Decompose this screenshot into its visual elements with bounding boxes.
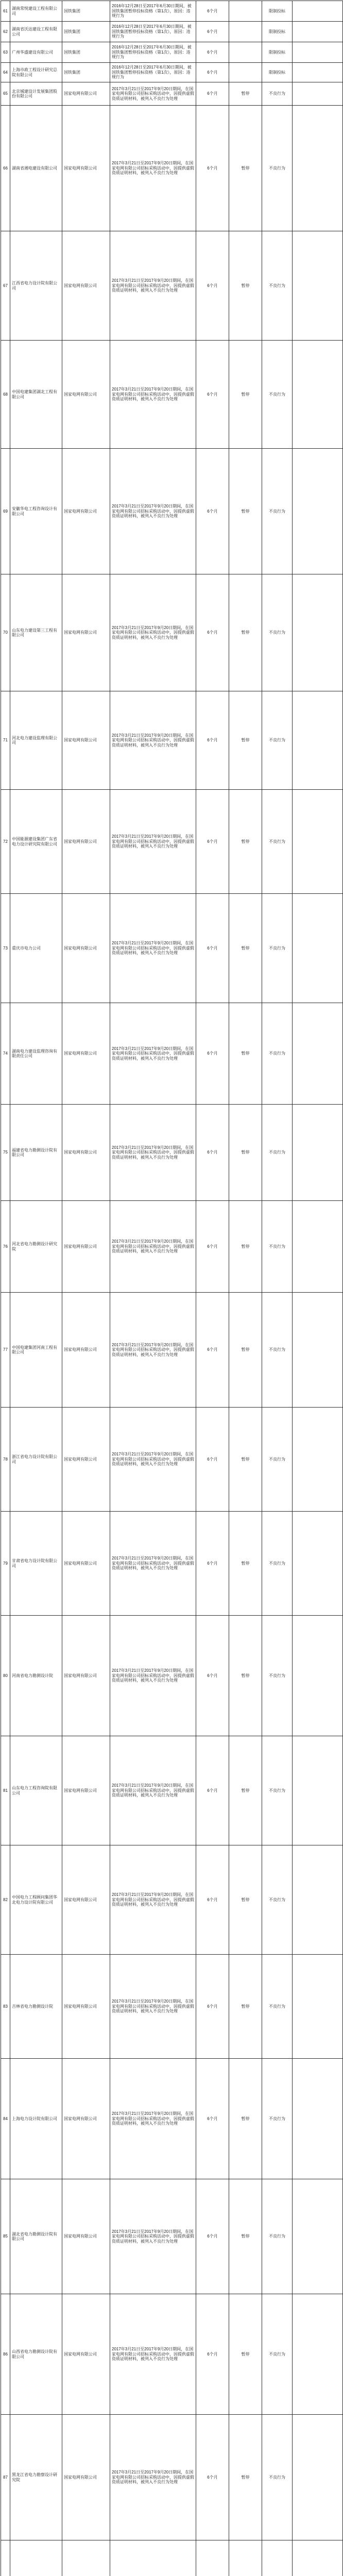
description-cell: 2016年12月28日至2017年6月30日期间，被国铁集团暂停投标资格（第1次），原因：违规行为 bbox=[110, 42, 196, 63]
note-cell bbox=[293, 2059, 343, 2179]
row-number-cell: 70 bbox=[1, 574, 10, 691]
category-cell: 国家电网有限公司 bbox=[62, 691, 110, 790]
company-name-cell: 中国电建集团湖北工程有限公司 bbox=[10, 341, 62, 449]
table-row bbox=[1, 2294, 343, 2415]
period-cell: 6个月 bbox=[196, 1201, 229, 1293]
period-cell: 6个月 bbox=[196, 2179, 229, 2294]
company-name-cell: 福建省电力勘测设计院有限公司 bbox=[10, 1105, 62, 1201]
table-row bbox=[1, 106, 343, 231]
note-cell bbox=[293, 2179, 343, 2294]
company-name-cell: 上海电力设计院有限公司 bbox=[10, 2059, 62, 2179]
period-cell: 6个月 bbox=[196, 42, 229, 63]
period-cell: 6个月 bbox=[196, 82, 229, 106]
description-cell: 2017年3月21日至2017年9月20日期间，在国家电网有限公司招标采购活动中，因提供虚假资质证明材料，被列入不良行为处理 bbox=[110, 2059, 196, 2179]
table-row bbox=[1, 1736, 343, 1845]
category-cell: 国铁集团 bbox=[62, 42, 110, 63]
table-row bbox=[1, 691, 343, 790]
type-cell: 暂停 bbox=[229, 1512, 262, 1616]
description-cell: 2017年3月21日至2017年9月20日期间，在国家电网有限公司招标采购活动中，因提供虚假资质证明材料，被列入不良行为处理 bbox=[110, 1408, 196, 1512]
row-number-cell: 80 bbox=[1, 1616, 10, 1736]
company-name-cell: 河南省电力勘测设计院 bbox=[10, 1616, 62, 1736]
type-cell: 暂停 bbox=[229, 1105, 262, 1201]
table-row bbox=[1, 2415, 343, 2540]
category-cell: 国家电网有限公司 bbox=[62, 790, 110, 894]
status-cell: 不良行为 bbox=[262, 1512, 293, 1616]
type-cell: 暂停 bbox=[229, 449, 262, 574]
period-cell: 6个月 bbox=[196, 2294, 229, 2415]
category-cell: 国铁集团 bbox=[62, 1, 110, 22]
company-name-cell: 江西省电力设计院有限公司 bbox=[10, 231, 62, 341]
table-row bbox=[1, 1105, 343, 1201]
row-number-cell: 81 bbox=[1, 1736, 10, 1845]
category-cell: 国家电网有限公司 bbox=[62, 449, 110, 574]
status-cell: 不良行为 bbox=[262, 691, 293, 790]
note-cell bbox=[293, 42, 343, 63]
status-cell: 不良行为 bbox=[262, 1736, 293, 1845]
period-cell: 6个月 bbox=[196, 1736, 229, 1845]
status-cell: 不良行为 bbox=[262, 1293, 293, 1408]
note-cell bbox=[293, 449, 343, 574]
document-table-sheet bbox=[1, 1, 342, 2576]
type-cell: 暂停 bbox=[229, 2059, 262, 2179]
type-cell: 暂停 bbox=[229, 2415, 262, 2540]
company-name-cell: 中国能源建设集团广东省电力设计研究院有限公司 bbox=[10, 790, 62, 894]
type-cell bbox=[229, 1, 262, 22]
table-row bbox=[1, 1293, 343, 1408]
description-cell: 2017年3月21日至2017年9月20日期间，在国家电网有限公司招标采购活动中，因提供虚假资质证明材料，被列入不良行为处理 bbox=[110, 449, 196, 574]
table-row bbox=[1, 42, 343, 63]
type-cell: 暂停 bbox=[229, 231, 262, 341]
description-cell: 2017年3月21日至2017年9月20日期间，在国家电网有限公司招标采购活动中，因提供虚假资质证明材料，被列入不良行为处理 bbox=[110, 1105, 196, 1201]
row-number-cell: 72 bbox=[1, 790, 10, 894]
status-cell: 不良行为 bbox=[262, 2294, 293, 2415]
description-cell: 2017年3月21日至2017年9月20日期间，在国家电网有限公司招标采购活动中，因提供虚假资质证明材料，被列入不良行为处理 bbox=[110, 1003, 196, 1105]
description-cell: 2017年3月21日至2017年9月20日期间，在国家电网有限公司招标采购活动中，因提供虚假资质证明材料，被列入不良行为处理 bbox=[110, 1616, 196, 1736]
note-cell bbox=[293, 82, 343, 106]
row-number-cell: 66 bbox=[1, 106, 10, 231]
type-cell: 暂停 bbox=[229, 1003, 262, 1105]
description-cell: 2017年3月21日至2017年9月20日期间，在国家电网有限公司招标采购活动中，因提供虚假资质证明材料，被列入不良行为处理 bbox=[110, 691, 196, 790]
category-cell: 国家电网有限公司 bbox=[62, 1105, 110, 1201]
status-cell: 不良行为 bbox=[262, 106, 293, 231]
category-cell: 国家电网有限公司 bbox=[62, 894, 110, 1003]
company-name-cell: 吉林省电力勘测设计院 bbox=[10, 1955, 62, 2059]
row-number-cell bbox=[1, 2540, 10, 2576]
row-number-cell: 84 bbox=[1, 2059, 10, 2179]
category-cell: 国家电网有限公司 bbox=[62, 1955, 110, 2059]
description-cell: 2017年3月21日至2017年9月20日期间，在国家电网有限公司招标采购活动中，因提供虚假资质证明材料，被列入不良行为处理 bbox=[110, 106, 196, 231]
note-cell bbox=[293, 2415, 343, 2540]
row-number-cell: 73 bbox=[1, 894, 10, 1003]
note-cell bbox=[293, 63, 343, 82]
table-row bbox=[1, 1003, 343, 1105]
type-cell: 暂停 bbox=[229, 894, 262, 1003]
company-name-cell: 湖南省湘电建设有限公司 bbox=[10, 106, 62, 231]
category-cell: 国家电网有限公司 bbox=[62, 2059, 110, 2179]
company-name-cell: 河北省电力勘测设计研究院 bbox=[10, 1201, 62, 1293]
period-cell: 6个月 bbox=[196, 231, 229, 341]
note-cell bbox=[293, 1293, 343, 1408]
category-cell: 国家电网有限公司 bbox=[62, 82, 110, 106]
period-cell: 6个月 bbox=[196, 1, 229, 22]
description-cell: 2017年3月21日至2017年9月20日期间，在国家电网有限公司招标采购活动中，因提供虚假资质证明材料，被列入不良行为处理 bbox=[110, 82, 196, 106]
category-cell: 国家电网有限公司 bbox=[62, 1003, 110, 1105]
description-cell: 2017年3月21日至2017年9月20日期间，在国家电网有限公司招标采购活动中，因提供虚假资质证明材料，被列入不良行为处理 bbox=[110, 1201, 196, 1293]
type-cell: 暂停 bbox=[229, 1955, 262, 2059]
company-name-cell: 中国电建集团河南工程有限公司 bbox=[10, 1293, 62, 1408]
category-cell: 国家电网有限公司 bbox=[62, 1616, 110, 1736]
period-cell: 6个月 bbox=[196, 1955, 229, 2059]
period-cell: 6个月 bbox=[196, 106, 229, 231]
period-cell: 6个月 bbox=[196, 1512, 229, 1616]
table-row bbox=[1, 1512, 343, 1616]
category-cell: 国铁集团 bbox=[62, 63, 110, 82]
note-cell bbox=[293, 1, 343, 22]
status-cell: 限制投标 bbox=[262, 1, 293, 22]
row-number-cell: 82 bbox=[1, 1845, 10, 1955]
period-cell: 6个月 bbox=[196, 691, 229, 790]
type-cell: 暂停 bbox=[229, 574, 262, 691]
status-cell: 不良行为 bbox=[262, 894, 293, 1003]
note-cell bbox=[293, 1003, 343, 1105]
description-cell: 2017年3月21日至2017年9月20日期间，在国家电网有限公司招标采购活动中，因提供虚假资质证明材料，被列入不良行为处理 bbox=[110, 341, 196, 449]
status-cell: 不良行为 bbox=[262, 341, 293, 449]
category-cell: 国铁集团 bbox=[62, 22, 110, 42]
period-cell: 6个月 bbox=[196, 22, 229, 42]
note-cell bbox=[293, 1201, 343, 1293]
row-number-cell: 76 bbox=[1, 1201, 10, 1293]
row-number-cell: 85 bbox=[1, 2179, 10, 2294]
description-cell: 2017年3月21日至2017年9月20日期间，在国家电网有限公司招标采购活动中，因提供虚假资质证明材料，被列入不良行为处理 bbox=[110, 1293, 196, 1408]
table-row bbox=[1, 449, 343, 574]
table-row bbox=[1, 2179, 343, 2294]
note-cell bbox=[293, 1955, 343, 2059]
period-cell: 6个月 bbox=[196, 1003, 229, 1105]
type-cell: 暂停 bbox=[229, 1293, 262, 1408]
row-number-cell: 61 bbox=[1, 1, 10, 22]
note-cell bbox=[293, 231, 343, 341]
company-name-cell: 上海市政工程设计研究总院有限公司 bbox=[10, 63, 62, 82]
status-cell: 不良行为 bbox=[262, 1845, 293, 1955]
row-number-cell: 67 bbox=[1, 231, 10, 341]
table-row bbox=[1, 894, 343, 1003]
table-row bbox=[1, 63, 343, 82]
row-number-cell: 65 bbox=[1, 82, 10, 106]
table-row bbox=[1, 2540, 343, 2576]
table-body bbox=[1, 1, 343, 2576]
company-name-cell: 山西省电力勘测设计院有限公司 bbox=[10, 2294, 62, 2415]
note-cell bbox=[293, 1845, 343, 1955]
company-name-cell: 北京城建设计发展集团股份有限公司 bbox=[10, 82, 62, 106]
company-name-cell: 湖北省电力勘测设计院有限公司 bbox=[10, 2179, 62, 2294]
description-cell bbox=[110, 2540, 196, 2576]
description-cell: 2017年3月21日至2017年9月20日期间，在国家电网有限公司招标采购活动中，因提供虚假资质证明材料，被列入不良行为处理 bbox=[110, 1512, 196, 1616]
note-cell bbox=[293, 790, 343, 894]
type-cell: 暂停 bbox=[229, 691, 262, 790]
status-cell: 不良行为 bbox=[262, 1408, 293, 1512]
note-cell bbox=[293, 691, 343, 790]
period-cell: 6个月 bbox=[196, 1616, 229, 1736]
company-name-cell bbox=[10, 2540, 62, 2576]
row-number-cell: 78 bbox=[1, 1408, 10, 1512]
row-number-cell: 74 bbox=[1, 1003, 10, 1105]
note-cell bbox=[293, 574, 343, 691]
description-cell: 2017年3月21日至2017年9月20日期间，在国家电网有限公司招标采购活动中，因提供虚假资质证明材料，被列入不良行为处理 bbox=[110, 1955, 196, 2059]
period-cell: 6个月 bbox=[196, 1293, 229, 1408]
description-cell: 2017年3月21日至2017年9月20日期间，在国家电网有限公司招标采购活动中，因提供虚假资质证明材料，被列入不良行为处理 bbox=[110, 2294, 196, 2415]
table-row bbox=[1, 231, 343, 341]
row-number-cell: 75 bbox=[1, 1105, 10, 1201]
period-cell: 6个月 bbox=[196, 894, 229, 1003]
note-cell bbox=[293, 894, 343, 1003]
table-row bbox=[1, 2059, 343, 2179]
status-cell: 限制投标 bbox=[262, 63, 293, 82]
category-cell: 国家电网有限公司 bbox=[62, 2415, 110, 2540]
status-cell: 不良行为 bbox=[262, 2415, 293, 2540]
period-cell: 6个月 bbox=[196, 1845, 229, 1955]
category-cell: 国家电网有限公司 bbox=[62, 2294, 110, 2415]
company-name-cell: 甘肃省电力设计院有限公司 bbox=[10, 1512, 62, 1616]
status-cell: 限制投标 bbox=[262, 42, 293, 63]
row-number-cell: 83 bbox=[1, 1955, 10, 2059]
type-cell: 暂停 bbox=[229, 1408, 262, 1512]
company-name-cell: 中国电力工程顾问集团华北电力设计院有限公司 bbox=[10, 1845, 62, 1955]
table-row bbox=[1, 22, 343, 42]
table-row bbox=[1, 1845, 343, 1955]
company-name-cell: 重庆市电力公司 bbox=[10, 894, 62, 1003]
status-cell: 不良行为 bbox=[262, 231, 293, 341]
note-cell bbox=[293, 1512, 343, 1616]
period-cell bbox=[196, 2540, 229, 2576]
type-cell: 暂停 bbox=[229, 341, 262, 449]
row-number-cell: 64 bbox=[1, 63, 10, 82]
period-cell: 6个月 bbox=[196, 574, 229, 691]
company-name-cell: 河北电力建设监理有限公司 bbox=[10, 691, 62, 790]
type-cell: 暂停 bbox=[229, 790, 262, 894]
note-cell bbox=[293, 341, 343, 449]
row-number-cell: 87 bbox=[1, 2415, 10, 2540]
status-cell: 不良行为 bbox=[262, 1105, 293, 1201]
status-cell: 不良行为 bbox=[262, 1003, 293, 1105]
category-cell: 国家电网有限公司 bbox=[62, 231, 110, 341]
table-row bbox=[1, 790, 343, 894]
table-row bbox=[1, 1201, 343, 1293]
status-cell: 不良行为 bbox=[262, 1616, 293, 1736]
type-cell: 暂停 bbox=[229, 1845, 262, 1955]
status-cell: 不良行为 bbox=[262, 449, 293, 574]
period-cell: 6个月 bbox=[196, 790, 229, 894]
type-cell: 暂停 bbox=[229, 1736, 262, 1845]
status-cell: 不良行为 bbox=[262, 1201, 293, 1293]
note-cell bbox=[293, 1408, 343, 1512]
table-row bbox=[1, 1616, 343, 1736]
type-cell: 暂停 bbox=[229, 1616, 262, 1736]
category-cell: 国家电网有限公司 bbox=[62, 574, 110, 691]
status-cell: 不良行为 bbox=[262, 790, 293, 894]
category-cell: 国家电网有限公司 bbox=[62, 1845, 110, 1955]
type-cell: 暂停 bbox=[229, 2179, 262, 2294]
description-cell: 2016年12月28日至2017年6月30日期间，被国铁集团暂停投标资格（第1次），原因：违规行为 bbox=[110, 22, 196, 42]
category-cell: 国家电网有限公司 bbox=[62, 106, 110, 231]
category-cell: 国家电网有限公司 bbox=[62, 1201, 110, 1293]
note-cell bbox=[293, 1616, 343, 1736]
row-number-cell: 71 bbox=[1, 691, 10, 790]
company-name-cell: 浙江省电力设计院有限公司 bbox=[10, 1408, 62, 1512]
category-cell: 国家电网有限公司 bbox=[62, 1408, 110, 1512]
row-number-cell: 79 bbox=[1, 1512, 10, 1616]
type-cell: 暂停 bbox=[229, 2294, 262, 2415]
violations-table bbox=[1, 1, 343, 2576]
company-name-cell: 湖南常悦建设工程有限公司 bbox=[10, 1, 62, 22]
table-row bbox=[1, 1955, 343, 2059]
status-cell: 限制投标 bbox=[262, 22, 293, 42]
description-cell: 2017年3月21日至2017年9月20日期间，在国家电网有限公司招标采购活动中，因提供虚假资质证明材料，被列入不良行为处理 bbox=[110, 790, 196, 894]
company-name-cell: 湖南电力建设监理咨询有限责任公司 bbox=[10, 1003, 62, 1105]
period-cell: 6个月 bbox=[196, 63, 229, 82]
description-cell: 2017年3月21日至2017年9月20日期间，在国家电网有限公司招标采购活动中，因提供虚假资质证明材料，被列入不良行为处理 bbox=[110, 1845, 196, 1955]
company-name-cell: 湖南省沃达建设工程有限公司 bbox=[10, 22, 62, 42]
description-cell: 2017年3月21日至2017年9月20日期间，在国家电网有限公司招标采购活动中，因提供虚假资质证明材料，被列入不良行为处理 bbox=[110, 1736, 196, 1845]
status-cell: 不良行为 bbox=[262, 574, 293, 691]
table-row bbox=[1, 82, 343, 106]
description-cell: 2017年3月21日至2017年9月20日期间，在国家电网有限公司招标采购活动中，因提供虚假资质证明材料，被列入不良行为处理 bbox=[110, 894, 196, 1003]
row-number-cell: 68 bbox=[1, 341, 10, 449]
description-cell: 2016年12月28日至2017年6月30日期间，被国铁集团暂停投标资格（第1次），原因：违规行为 bbox=[110, 1, 196, 22]
type-cell bbox=[229, 2540, 262, 2576]
type-cell: 暂停 bbox=[229, 106, 262, 231]
status-cell: 不良行为 bbox=[262, 82, 293, 106]
period-cell: 6个月 bbox=[196, 449, 229, 574]
description-cell: 2016年12月28日至2017年6月30日期间，被国铁集团暂停投标资格（第1次），原因：违规行为 bbox=[110, 63, 196, 82]
category-cell: 国家电网有限公司 bbox=[62, 1293, 110, 1408]
type-cell: 暂停 bbox=[229, 82, 262, 106]
status-cell: 不良行为 bbox=[262, 1955, 293, 2059]
note-cell bbox=[293, 106, 343, 231]
description-cell: 2017年3月21日至2017年9月20日期间，在国家电网有限公司招标采购活动中，因提供虚假资质证明材料，被列入不良行为处理 bbox=[110, 2179, 196, 2294]
note-cell bbox=[293, 22, 343, 42]
table-row bbox=[1, 341, 343, 449]
category-cell bbox=[62, 2540, 110, 2576]
type-cell bbox=[229, 22, 262, 42]
status-cell: 不良行为 bbox=[262, 2059, 293, 2179]
note-cell bbox=[293, 1736, 343, 1845]
note-cell bbox=[293, 2540, 343, 2576]
category-cell: 国家电网有限公司 bbox=[62, 341, 110, 449]
table-row bbox=[1, 1, 343, 22]
company-name-cell: 山东电力工程咨询院有限公司 bbox=[10, 1736, 62, 1845]
type-cell bbox=[229, 63, 262, 82]
row-number-cell: 77 bbox=[1, 1293, 10, 1408]
type-cell bbox=[229, 42, 262, 63]
period-cell: 6个月 bbox=[196, 1408, 229, 1512]
description-cell: 2017年3月21日至2017年9月20日期间，在国家电网有限公司招标采购活动中，因提供虚假资质证明材料，被列入不良行为处理 bbox=[110, 2415, 196, 2540]
status-cell bbox=[262, 2540, 293, 2576]
category-cell: 国家电网有限公司 bbox=[62, 1512, 110, 1616]
note-cell bbox=[293, 1105, 343, 1201]
category-cell: 国家电网有限公司 bbox=[62, 2179, 110, 2294]
status-cell: 不良行为 bbox=[262, 2179, 293, 2294]
period-cell: 6个月 bbox=[196, 1105, 229, 1201]
row-number-cell: 86 bbox=[1, 2294, 10, 2415]
row-number-cell: 63 bbox=[1, 42, 10, 63]
period-cell: 6个月 bbox=[196, 2059, 229, 2179]
type-cell: 暂停 bbox=[229, 1201, 262, 1293]
description-cell: 2017年3月21日至2017年9月20日期间，在国家电网有限公司招标采购活动中，因提供虚假资质证明材料，被列入不良行为处理 bbox=[110, 574, 196, 691]
note-cell bbox=[293, 2294, 343, 2415]
company-name-cell: 黑龙江省电力勘察设计研究院 bbox=[10, 2415, 62, 2540]
description-cell: 2017年3月21日至2017年9月20日期间，在国家电网有限公司招标采购活动中，因提供虚假资质证明材料，被列入不良行为处理 bbox=[110, 231, 196, 341]
row-number-cell: 69 bbox=[1, 449, 10, 574]
company-name-cell: 广州华盛建设有限公司 bbox=[10, 42, 62, 63]
company-name-cell: 山东电力建设第三工程有限公司 bbox=[10, 574, 62, 691]
table-row bbox=[1, 574, 343, 691]
company-name-cell: 安徽华电工程咨询设计有限公司 bbox=[10, 449, 62, 574]
table-row bbox=[1, 1408, 343, 1512]
row-number-cell: 62 bbox=[1, 22, 10, 42]
period-cell: 6个月 bbox=[196, 2415, 229, 2540]
period-cell: 6个月 bbox=[196, 341, 229, 449]
category-cell: 国家电网有限公司 bbox=[62, 1736, 110, 1845]
